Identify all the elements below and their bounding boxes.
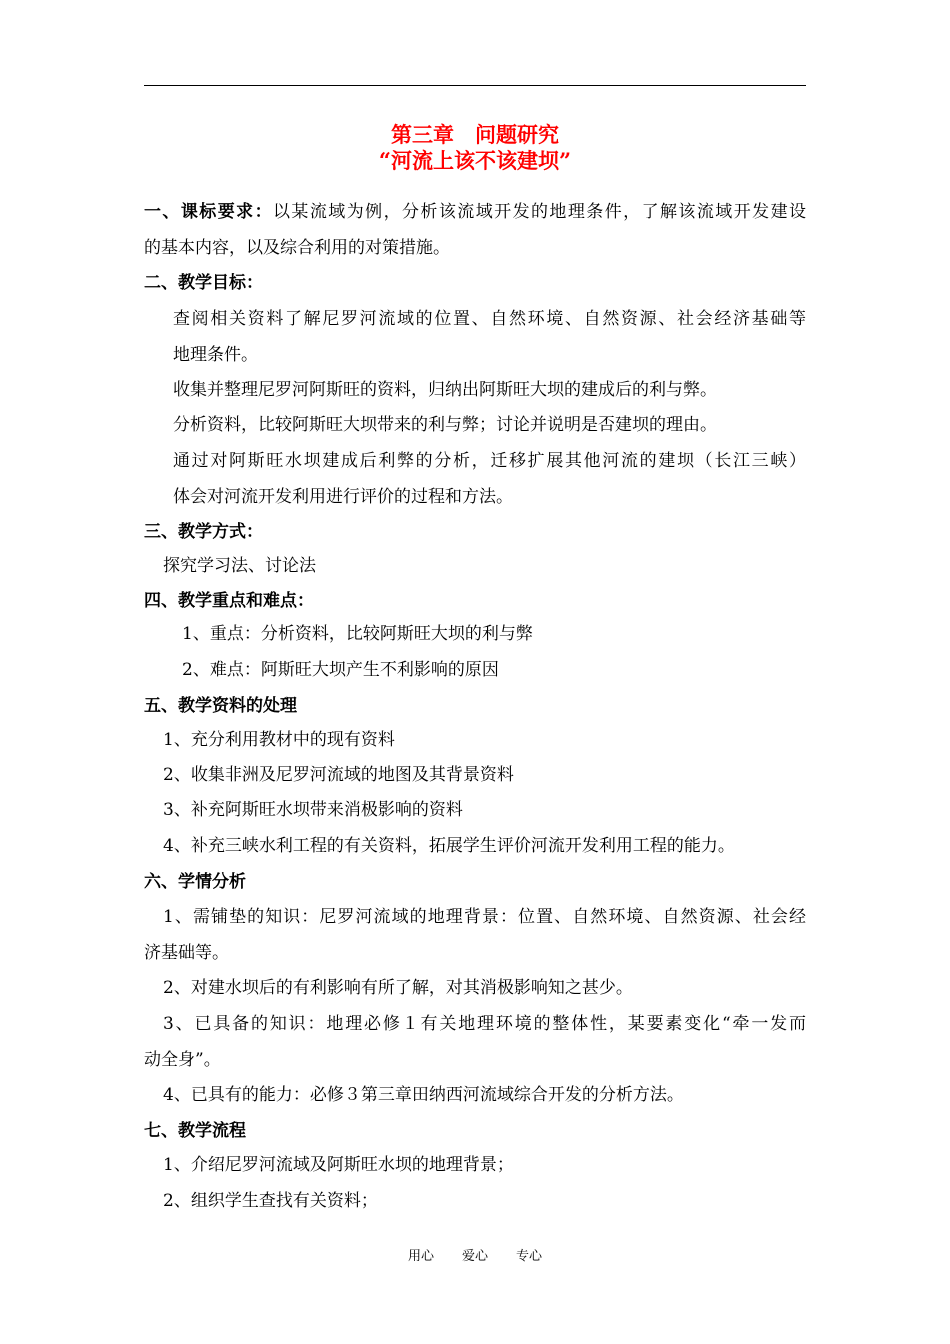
- s6-item: 1、需铺垫的知识：尼罗河流域的地理背景：位置、自然环境、自然资源、社会经: [163, 907, 806, 927]
- s5-item: 1、充分利用教材中的现有资料: [163, 730, 395, 750]
- s6-heading: 六、学情分析: [144, 872, 246, 892]
- s4-item: 2、难点：阿斯旺大坝产生不利影响的原因: [182, 660, 499, 680]
- s3-heading: 三、教学方式：: [144, 522, 263, 542]
- s6-item: 2、对建水坝后的有利影响有所了解，对其消极影响知之甚少。: [163, 978, 633, 998]
- s6-item: 4、已具有的能力：必修３第三章田纳西河流域综合开发的分析方法。: [163, 1085, 684, 1105]
- lesson-title: “河流上该不该建坝”: [378, 148, 572, 173]
- s5-item: 2、收集非洲及尼罗河流域的地图及其背景资料: [163, 765, 514, 785]
- s6-item: 3、已具备的知识：地理必修１有关地理环境的整体性，某要素变化“牵一发而: [163, 1014, 806, 1034]
- s2-item: 地理条件。: [173, 345, 258, 365]
- footer-word: 用心: [407, 1249, 434, 1264]
- s3-item: 探究学习法、讨论法: [163, 556, 316, 576]
- s5-item: 4、补充三峡水利工程的有关资料，拓展学生评价河流开发利用工程的能力。: [163, 836, 735, 856]
- header-rule: [144, 85, 806, 86]
- s1-line-1: [144, 200, 806, 224]
- s7-item: 1、介绍尼罗河流域及阿斯旺水坝的地理背景；: [163, 1155, 514, 1175]
- s4-heading: 四、教学重点和难点：: [144, 591, 314, 611]
- s1-heading: 一、课标要求：: [144, 202, 273, 222]
- chapter-title: 第三章 问题研究: [391, 122, 559, 147]
- s6-item: 济基础等。: [144, 943, 229, 963]
- s5-heading: 五、教学资料的处理: [144, 696, 297, 716]
- s1-line-2: 的基本内容，以及综合利用的对策措施。: [144, 238, 450, 258]
- page-footer: [144, 1248, 806, 1266]
- s2-item: 通过对阿斯旺水坝建成后利弊的分析，迁移扩展其他河流的建坝（长江三峡）: [173, 451, 806, 471]
- s2-item: 收集并整理尼罗河阿斯旺的资料，归纳出阿斯旺大坝的建成后的利与弊。: [173, 380, 717, 400]
- s2-heading: 二、教学目标：: [144, 273, 263, 293]
- s2-item: 体会对河流开发利用进行评价的过程和方法。: [173, 487, 513, 507]
- s6-item: 动全身”。: [144, 1050, 221, 1070]
- footer-word: 爱心: [461, 1249, 488, 1264]
- s4-item: 1、重点：分析资料，比较阿斯旺大坝的利与弊: [182, 624, 533, 644]
- s2-item: 查阅相关资料了解尼罗河流域的位置、自然环境、自然资源、社会经济基础等: [173, 309, 806, 329]
- footer-word: 专心: [516, 1249, 543, 1264]
- s5-item: 3、补充阿斯旺水坝带来消极影响的资料: [163, 800, 463, 820]
- s7-heading: 七、教学流程: [144, 1121, 246, 1141]
- s1-text-1: 以某流域为例，分析该流域开发的地理条件，了解该流域开发建设: [273, 202, 806, 222]
- s7-item: 2、组织学生查找有关资料；: [163, 1191, 378, 1211]
- s2-item: 分析资料，比较阿斯旺大坝带来的利与弊；讨论并说明是否建坝的理由。: [173, 415, 717, 435]
